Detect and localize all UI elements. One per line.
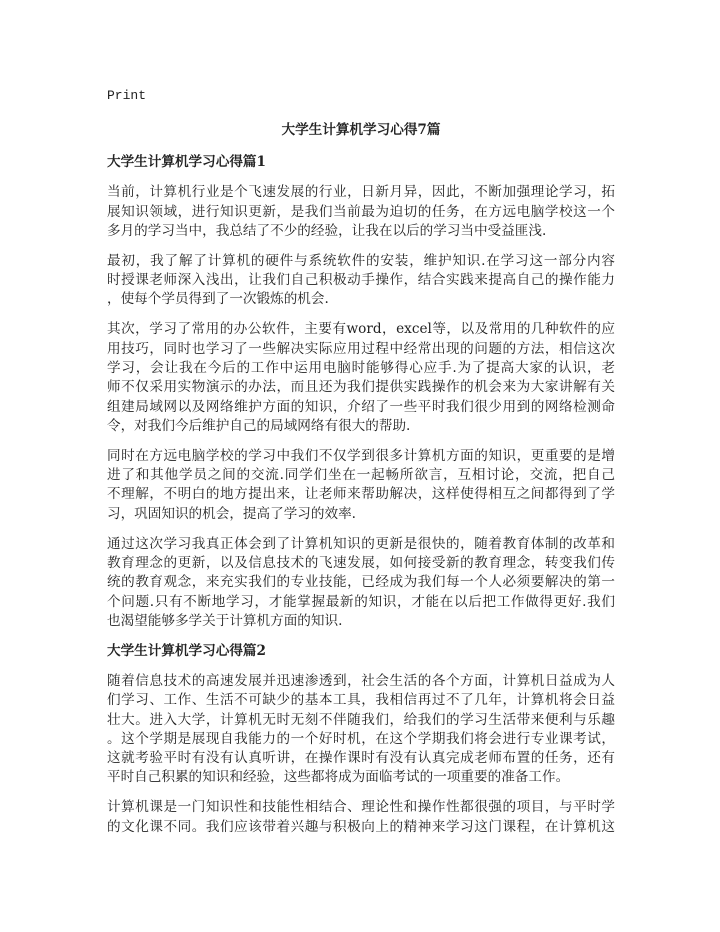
paragraph-line: 习，巩固知识的机会，提高了学习的效率. bbox=[107, 505, 357, 522]
paragraph-line: 平时自己积累的知识和经验，这些都将成为面临考试的一项重要的准备工作。 bbox=[107, 769, 570, 786]
paragraph-line: 其次，学习了常用的办公软件，主要有word，excel等，以及常用的几种软件的应 bbox=[107, 321, 615, 338]
paragraph-line: 这就考验平时有没有认真听讲，在操作课时有没有认真完成老师布置的任务，还有 bbox=[107, 750, 615, 767]
paragraph bbox=[107, 672, 615, 788]
paragraph-line: 时授课老师深入浅出，让我们自己积极动手操作，结合实践来提高自己的操作能力 bbox=[107, 272, 615, 289]
paragraph-line: 展知识领域，进行知识更新，是我们当前最为迫切的任务，在方远电脑学校这一个 bbox=[107, 203, 615, 220]
paragraph-line: 的文化课不同。我们应该带着兴趣与积极向上的精神来学习这门课程，在计算机这 bbox=[107, 818, 615, 835]
paragraph-line: 同时在方远电脑学校的学习中我们不仅学到很多计算机方面的知识，更重要的是增 bbox=[107, 447, 615, 464]
section-heading: 大学生计算机学习心得篇1 bbox=[107, 154, 266, 171]
paragraph bbox=[107, 798, 615, 837]
paragraph-line: 组建局域网以及网络维护方面的知识，介绍了一些平时我们很少用到的网络检测命 bbox=[107, 398, 615, 415]
paragraph bbox=[107, 252, 615, 310]
paragraph bbox=[107, 535, 615, 631]
paragraph-line: 师不仅采用实物演示的办法，而且还为我们提供实践操作的机会来为大家讲解有关 bbox=[107, 379, 615, 396]
paragraph-line: 当前，计算机行业是个飞速发展的行业，日新月异，因此，不断加强理论学习，拓 bbox=[107, 184, 615, 201]
paragraph-line: ，使每个学员得到了一次锻炼的机会. bbox=[107, 291, 329, 308]
paragraph-line: 最初，我了解了计算机的硬件与系统软件的安装，维护知识.在学习这一部分内容 bbox=[107, 252, 615, 269]
paragraph bbox=[107, 320, 615, 436]
paragraph-line: 令，对我们今后维护自己的局域网络有很大的帮助. bbox=[107, 417, 411, 434]
document-body bbox=[107, 153, 615, 837]
print-link[interactable]: Print bbox=[107, 88, 147, 103]
paragraph-line: 计算机课是一门知识性和技能性相结合、理论性和操作性都很强的项目，与平时学 bbox=[107, 799, 615, 816]
paragraph-line: 教育理念的更新，以及信息技术的飞速发展，如何接受新的教育理念，转变我们传 bbox=[107, 555, 615, 572]
paragraph bbox=[107, 183, 615, 241]
paragraph-line: 用技巧，同时也学习了一些解决实际应用过程中经常出现的问题的方法，相信这次 bbox=[107, 340, 615, 357]
paragraph bbox=[107, 447, 615, 524]
paragraph-line: 多月的学习当中，我总结了不少的经验，让我在以后的学习当中受益匪浅. bbox=[107, 222, 547, 239]
paragraph-line: 随着信息技术的高速发展并迅速渗透到，社会生活的各个方面，计算机日益成为人 bbox=[107, 672, 615, 689]
paragraph-line: 也渴望能够多学关于计算机方面的知识. bbox=[107, 612, 343, 629]
paragraph-line: 进了和其他学员之间的交流.同学们坐在一起畅所欲言，互相讨论，交流，把自己 bbox=[107, 467, 615, 484]
paragraph-line: 。这个学期是展现自我能力的一个好时机，在这个学期我们将会进行专业课考试， bbox=[107, 730, 615, 747]
document-title: 大学生计算机学习心得7篇 bbox=[281, 122, 441, 139]
document-content bbox=[107, 86, 615, 848]
paragraph-line: 不理解，不明白的地方提出来，让老师来帮助解决，这样使得相互之间都得到了学 bbox=[107, 486, 615, 503]
paragraph-line: 个问题.只有不断地学习，才能掌握最新的知识，才能在以后把工作做得更好.我们 bbox=[107, 593, 615, 610]
paragraph-line: 壮大。进入大学，计算机无时无刻不伴随我们，给我们的学习生活带来便利与乐趣 bbox=[107, 711, 615, 728]
paragraph-line: 统的教育观念，来充实我们的专业技能，已经成为我们每一个人必须要解决的第一 bbox=[107, 574, 615, 591]
paragraph-line: 学习，会让我在今后的工作中运用电脑时能够得心应手.为了提高大家的认识，老 bbox=[107, 360, 615, 377]
section-heading: 大学生计算机学习心得篇2 bbox=[107, 642, 266, 659]
paragraph-line: 通过这次学习我真正体会到了计算机知识的更新是很快的，随着教育体制的改革和 bbox=[107, 535, 615, 552]
paragraph-line: 们学习、工作、生活不可缺少的基本工具，我相信再过不了几年，计算机将会日益 bbox=[107, 692, 615, 709]
